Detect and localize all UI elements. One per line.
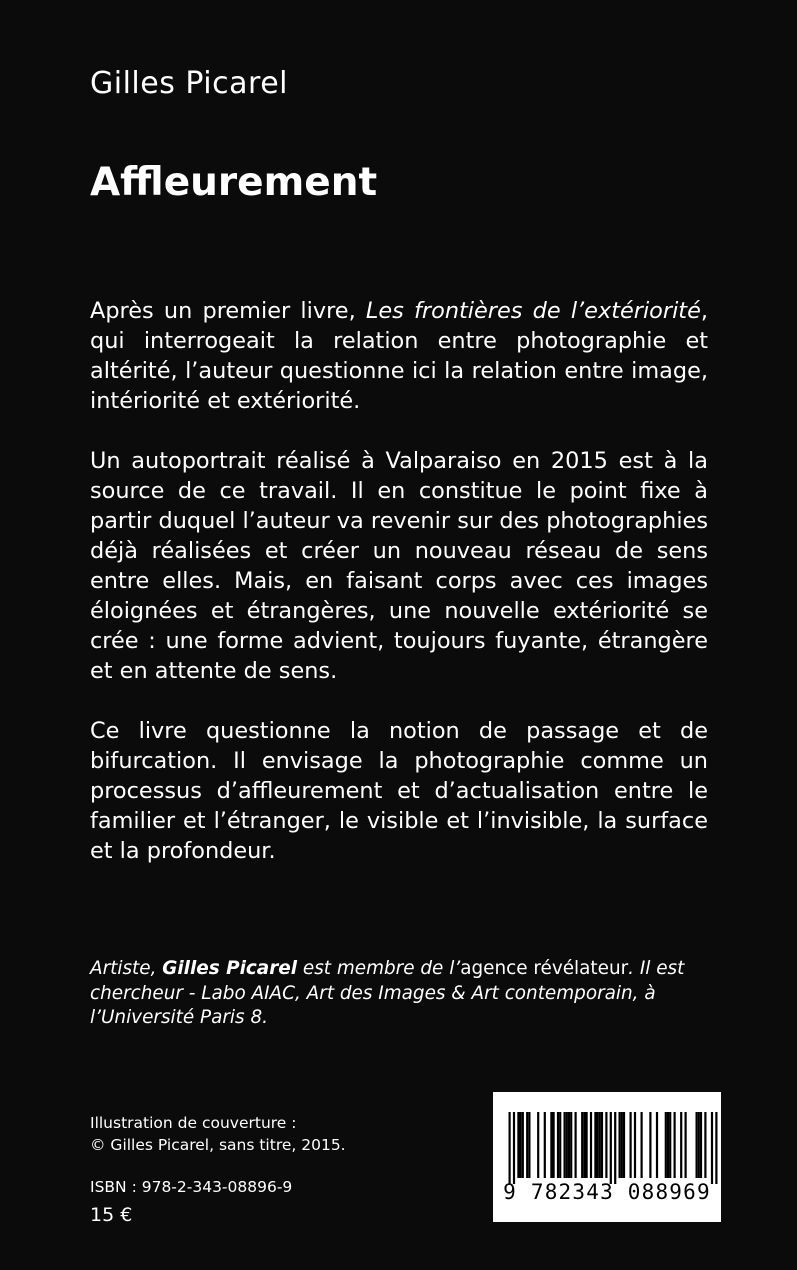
barcode-bar <box>696 1112 698 1178</box>
barcode-bar <box>649 1112 651 1178</box>
credits-line-1: Illustration de couverture : <box>90 1114 297 1132</box>
previous-book-title: Les frontières de l’extériorité <box>365 298 701 324</box>
barcode-bar <box>583 1112 585 1178</box>
credits-line-2: © Gilles Picarel, sans titre, 2015. <box>90 1136 346 1154</box>
barcode-bar <box>544 1112 546 1178</box>
barcode-bar <box>559 1112 561 1178</box>
barcode-bar <box>665 1112 667 1178</box>
barcode-bar <box>656 1112 658 1178</box>
barcode-bar <box>698 1112 700 1178</box>
barcode <box>493 1092 721 1222</box>
barcode-bar <box>594 1112 596 1178</box>
author-bio: Artiste, Gilles Picarel est membre de l’agence révélateur. Il est chercheur - Labo AIAC, Art des Images & Art contemporain, à l’Université Paris 8. <box>90 958 685 1028</box>
barcode-bar <box>581 1112 583 1178</box>
barcode-bar <box>526 1112 528 1178</box>
barcode-bar <box>564 1112 566 1178</box>
barcode-bar <box>537 1112 539 1178</box>
barcode-bar <box>597 1112 599 1178</box>
barcode-bar <box>641 1112 643 1178</box>
barcode-bar <box>623 1112 625 1178</box>
barcode-bar <box>614 1112 616 1184</box>
barcode-bar <box>704 1112 706 1178</box>
barcode-bar <box>630 1112 632 1178</box>
barcode-bar <box>711 1112 713 1184</box>
barcode-bar <box>685 1112 687 1178</box>
blurb-paragraph-3: Ce livre questionne la notion de passage et de bifurcation. Il envisage la photographie comme un processus d’affleurement et d’actualisation entre le familier et l’étranger, le visible et l’invisible, la surface et la profondeur. <box>90 718 708 864</box>
barcode-bar <box>669 1112 671 1178</box>
barcode-bar <box>520 1112 522 1178</box>
barcode-bar <box>557 1112 559 1178</box>
barcode-bar <box>517 1112 519 1178</box>
barcode-bar <box>605 1112 607 1178</box>
barcode-bar <box>619 1112 621 1178</box>
barcode-bar <box>667 1112 669 1178</box>
author-name: Gilles Picarel <box>90 66 288 101</box>
barcode-bar <box>575 1112 577 1178</box>
isbn: ISBN : 978-2-343-08896-9 <box>90 1178 293 1196</box>
barcode-bar <box>513 1112 515 1184</box>
bio-agency: agence révélateur <box>460 958 629 979</box>
barcode-bar <box>634 1112 636 1178</box>
price: 15 € <box>90 1204 133 1226</box>
barcode-bar <box>674 1112 676 1178</box>
barcode-bar <box>570 1112 572 1178</box>
barcode-bar <box>550 1112 552 1178</box>
barcode-bar <box>590 1112 592 1178</box>
barcode-bar <box>680 1112 682 1178</box>
barcode-bar <box>700 1112 702 1178</box>
bio-author-name: Gilles Picarel <box>162 958 298 979</box>
barcode-bar <box>586 1112 588 1178</box>
barcode-bar <box>568 1112 570 1178</box>
barcode-bar <box>601 1112 603 1178</box>
barcode-bar <box>522 1112 524 1178</box>
barcode-bar <box>599 1112 601 1178</box>
barcode-bar <box>621 1112 623 1178</box>
blurb-paragraph-2: Un autoportrait réalisé à Valparaiso en 2015 est à la source de ce travail. Il en constitue le point fixe à partir duquel l’auteur va revenir sur des photographies déjà réalisées et créer un nouveau réseau de sens entre elles. Mais, en faisant corps avec ces images éloignées et étrangères, une nouvelle extériorité se crée : une forme advient, toujours fuyante, étrangère et en attente de sens. <box>90 448 708 684</box>
barcode-bar <box>566 1112 568 1178</box>
cover-credits <box>90 1112 346 1156</box>
barcode-bar <box>610 1112 612 1184</box>
blurb-paragraph-1: Après un premier livre, Les frontières de l’extériorité, qui interrogeait la relation entre photographie et altérité, l’auteur questionne ici la relation entre image, intériorité et extériorité. <box>90 298 708 414</box>
barcode-bar <box>715 1112 717 1184</box>
barcode-number: 9 782343 088969 <box>503 1180 711 1204</box>
barcode-bar <box>509 1112 511 1184</box>
barcode-bar <box>528 1112 530 1178</box>
blurb-text <box>90 296 708 866</box>
book-title: Affleurement <box>90 160 378 205</box>
barcode-bar <box>553 1112 555 1178</box>
